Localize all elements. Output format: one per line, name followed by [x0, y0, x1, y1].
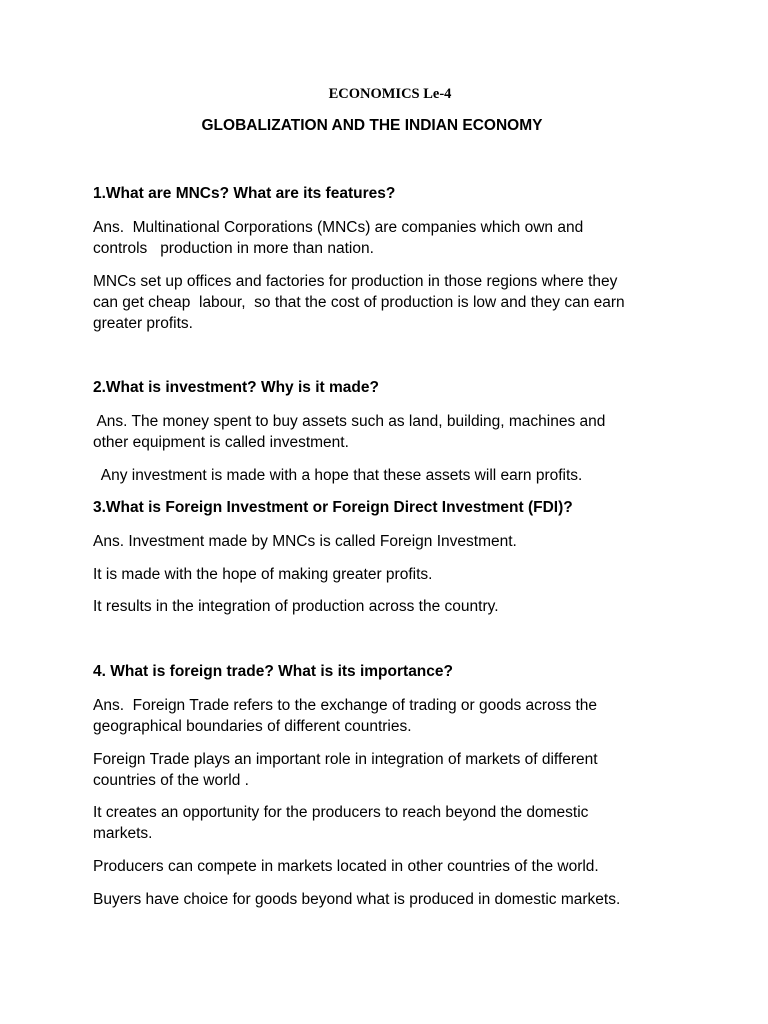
doc-title: GLOBALIZATION AND THE INDIAN ECONOMY	[201, 117, 543, 134]
question-2: 2.What is investment? Why is it made?	[93, 379, 379, 396]
question-3: 3.What is Foreign Investment or Foreign Direct Investment (FDI)?	[93, 499, 573, 516]
text-line: Foreign Trade plays an important role in integration of markets of different	[93, 751, 598, 768]
text-line: It is made with the hope of making greater profits.	[93, 566, 433, 583]
text-line: Ans. Investment made by MNCs is called Foreign Investment.	[93, 533, 517, 550]
text-line: It results in the integration of production across the country.	[93, 598, 499, 615]
answer-4-paragraph-3	[93, 802, 673, 844]
answer-4-paragraph-5	[93, 889, 673, 910]
text-line: greater profits.	[93, 315, 193, 332]
text-line: controls production in more than nation.	[93, 240, 374, 257]
answer-3-paragraph-1	[93, 531, 673, 552]
text-line: geographical boundaries of different countries.	[93, 718, 412, 735]
answer-1-paragraph-1	[93, 217, 673, 259]
answer-3-paragraph-2	[93, 564, 673, 585]
doc-header: ECONOMICS Le-4	[328, 86, 452, 102]
answer-2-paragraph-2	[93, 465, 673, 486]
text-line: Ans. Foreign Trade refers to the exchange of trading or goods across the	[93, 697, 598, 714]
answer-4-paragraph-4	[93, 856, 673, 877]
text-line: It creates an opportunity for the producers to reach beyond the domestic	[93, 804, 589, 821]
answer-3-paragraph-3	[93, 596, 673, 617]
answer-1-paragraph-2	[93, 271, 673, 334]
answer-4-paragraph-2	[93, 749, 673, 791]
text-line: can get cheap labour, so that the cost of production is low and they can earn	[93, 294, 625, 311]
text-line: countries of the world .	[93, 772, 249, 789]
text-line: other equipment is called investment.	[93, 434, 349, 451]
text-line: MNCs set up offices and factories for production in those regions where they	[93, 273, 618, 290]
text-line: Any investment is made with a hope that these assets will earn profits.	[93, 467, 583, 484]
text-line: Buyers have choice for goods beyond what is produced in domestic markets.	[93, 891, 621, 908]
question-1: 1.What are MNCs? What are its features?	[93, 185, 396, 202]
text-line: Producers can compete in markets located in other countries of the world.	[93, 858, 599, 875]
question-4: 4. What is foreign trade? What is its importance?	[93, 663, 453, 680]
text-line: markets.	[93, 825, 153, 842]
answer-2-paragraph-1	[93, 411, 673, 453]
text-line: Ans. The money spent to buy assets such as land, building, machines and	[93, 413, 606, 430]
text-line: Ans. Multinational Corporations (MNCs) are companies which own and	[93, 219, 584, 236]
answer-4-paragraph-1	[93, 695, 673, 737]
